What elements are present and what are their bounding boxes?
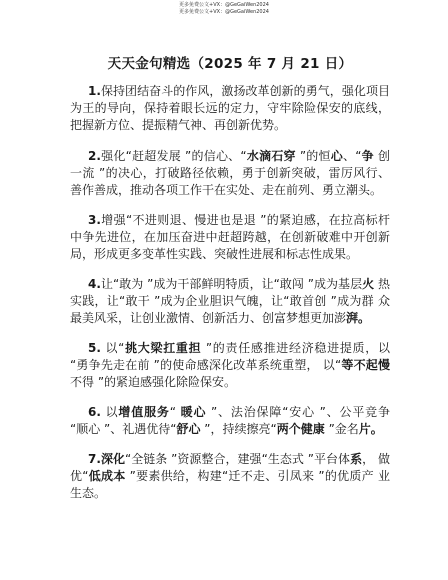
paragraph-1 [70, 83, 390, 134]
paragraph-3 [70, 212, 390, 263]
paragraph-3-text: 增强“不进则退、慢进也是退 ”的紧迫感，在拉高标杆中争先进位，在加压奋进中赶超跨越，在创新破难中开创新局，形成更多变革性实践、突破性进展和标志性成果。 [70, 213, 390, 261]
paragraph-6-text-a: 以 [100, 405, 119, 419]
paragraph-2-text-a: 强化“赶超发展 ”的信心、“ [100, 149, 247, 163]
paragraph-7-number: 7. [88, 452, 101, 466]
paragraph-2-text-b: ”的恒 [295, 149, 331, 163]
paragraph-5-text-c: 不得 ”的紧迫感强化除险保安。 [70, 375, 237, 389]
paragraph-7 [70, 451, 390, 502]
paragraph-5 [70, 340, 390, 391]
paragraph-6-text-d: ”，持续擦亮“ [200, 422, 277, 436]
paragraph-2-text-c: 、“ [342, 149, 362, 163]
paragraph-7-text-d: ”要素供给，构建“迁不走、引凤来 ”的优质产 业生态。 [70, 469, 390, 500]
paragraph-2-keyword-a: 水滴石穿 [246, 149, 296, 163]
paragraph-3-number: 3. [88, 213, 101, 227]
document-title: 天天金句精选（2025 年 7 月 21 日） [107, 56, 353, 72]
paragraph-4-keyword-b: 湃。 [346, 311, 371, 325]
paragraph-5-text-a: 以“ [100, 341, 125, 355]
paragraph-7-keyword-a: 深化 [100, 452, 125, 466]
paragraph-6-keyword-d: 两个健康 [276, 422, 325, 436]
paragraph-6-keyword-a: 增值服务 [118, 405, 170, 419]
paragraph-5-keyword-a: 挑大梁扛重担 [124, 341, 202, 355]
paragraph-2-number: 2. [88, 149, 101, 163]
paragraph-5-keyword-b: 等不起慢 [341, 358, 390, 372]
paragraph-4-text-b: 热实践，让“敢干 ”成为企业胆识气魄，让“敢首创 ”成为群 众最美风采，让创业激情、创新活力、创富梦想更加澎 [70, 277, 390, 325]
paragraph-7-keyword-b: 系 [350, 452, 363, 466]
paragraph-1-number: 1. [88, 84, 101, 98]
paragraph-2 [70, 148, 390, 199]
paragraph-4-text-a: 让“敢为 ”成为干部鲜明特质，让“敢闯 ”成为基层 [100, 277, 363, 291]
paragraph-2-keyword-c: 争 [361, 149, 374, 163]
paragraph-4-number: 4. [88, 277, 101, 291]
paragraph-5-text-b: ”的责任感推进经济稳进提质，以 “勇争先走在前 ”的使命感深化改革系统重塑， 以“ [70, 341, 390, 372]
paragraph-4 [70, 276, 390, 327]
watermark-line-2: 更多免费公文+VX：@GeGaiWen2024 [179, 9, 269, 15]
paragraph-6-text-c: ”、法治保障“安心 ”、公平竞争 “顺心 ”、礼遇优待“ [70, 405, 391, 436]
paragraph-2-text-d: 创一流 ”的决心，打破路径依赖，勇于创新突破，雷厉风行、 善作善成，推动各项工作干在实处、走在前列、勇立潮头。 [70, 149, 390, 197]
paragraph-6 [70, 404, 390, 438]
paragraph-2-keyword-b: 心 [330, 149, 343, 163]
paragraph-7-text-c: ， 做优“ [70, 452, 390, 483]
paragraph-6-text-e: ”金名 [324, 422, 359, 436]
paragraph-6-number: 6. [88, 405, 101, 419]
paragraph-4-keyword-a: 火 [362, 277, 375, 291]
paragraph-5-number: 5. [88, 341, 101, 355]
paragraph-6-text-b: “ [169, 405, 181, 419]
paragraph-6-keyword-c: 舒心 [176, 422, 201, 436]
paragraph-6-keyword-b: 暖心 [180, 405, 207, 419]
paragraph-1-text: 保持团结奋斗的作风，激扬改革创新的勇气，强化项目为王的导向，保持着眼长远的定力，守牢除险保安的底线，把握新方位、提振精气神、再创新优势。 [70, 84, 390, 132]
paragraph-6-keyword-e: 片。 [358, 422, 383, 436]
paragraph-7-keyword-c: 低成本 [88, 469, 126, 483]
watermark-line-1: 更多免费公文+VX：@GeGaiWen2024 [179, 2, 269, 8]
document-page [70, 55, 390, 515]
paragraph-7-text-b: “全链条 ”资源整合，建强“生态式 ”平台体 [125, 452, 351, 466]
